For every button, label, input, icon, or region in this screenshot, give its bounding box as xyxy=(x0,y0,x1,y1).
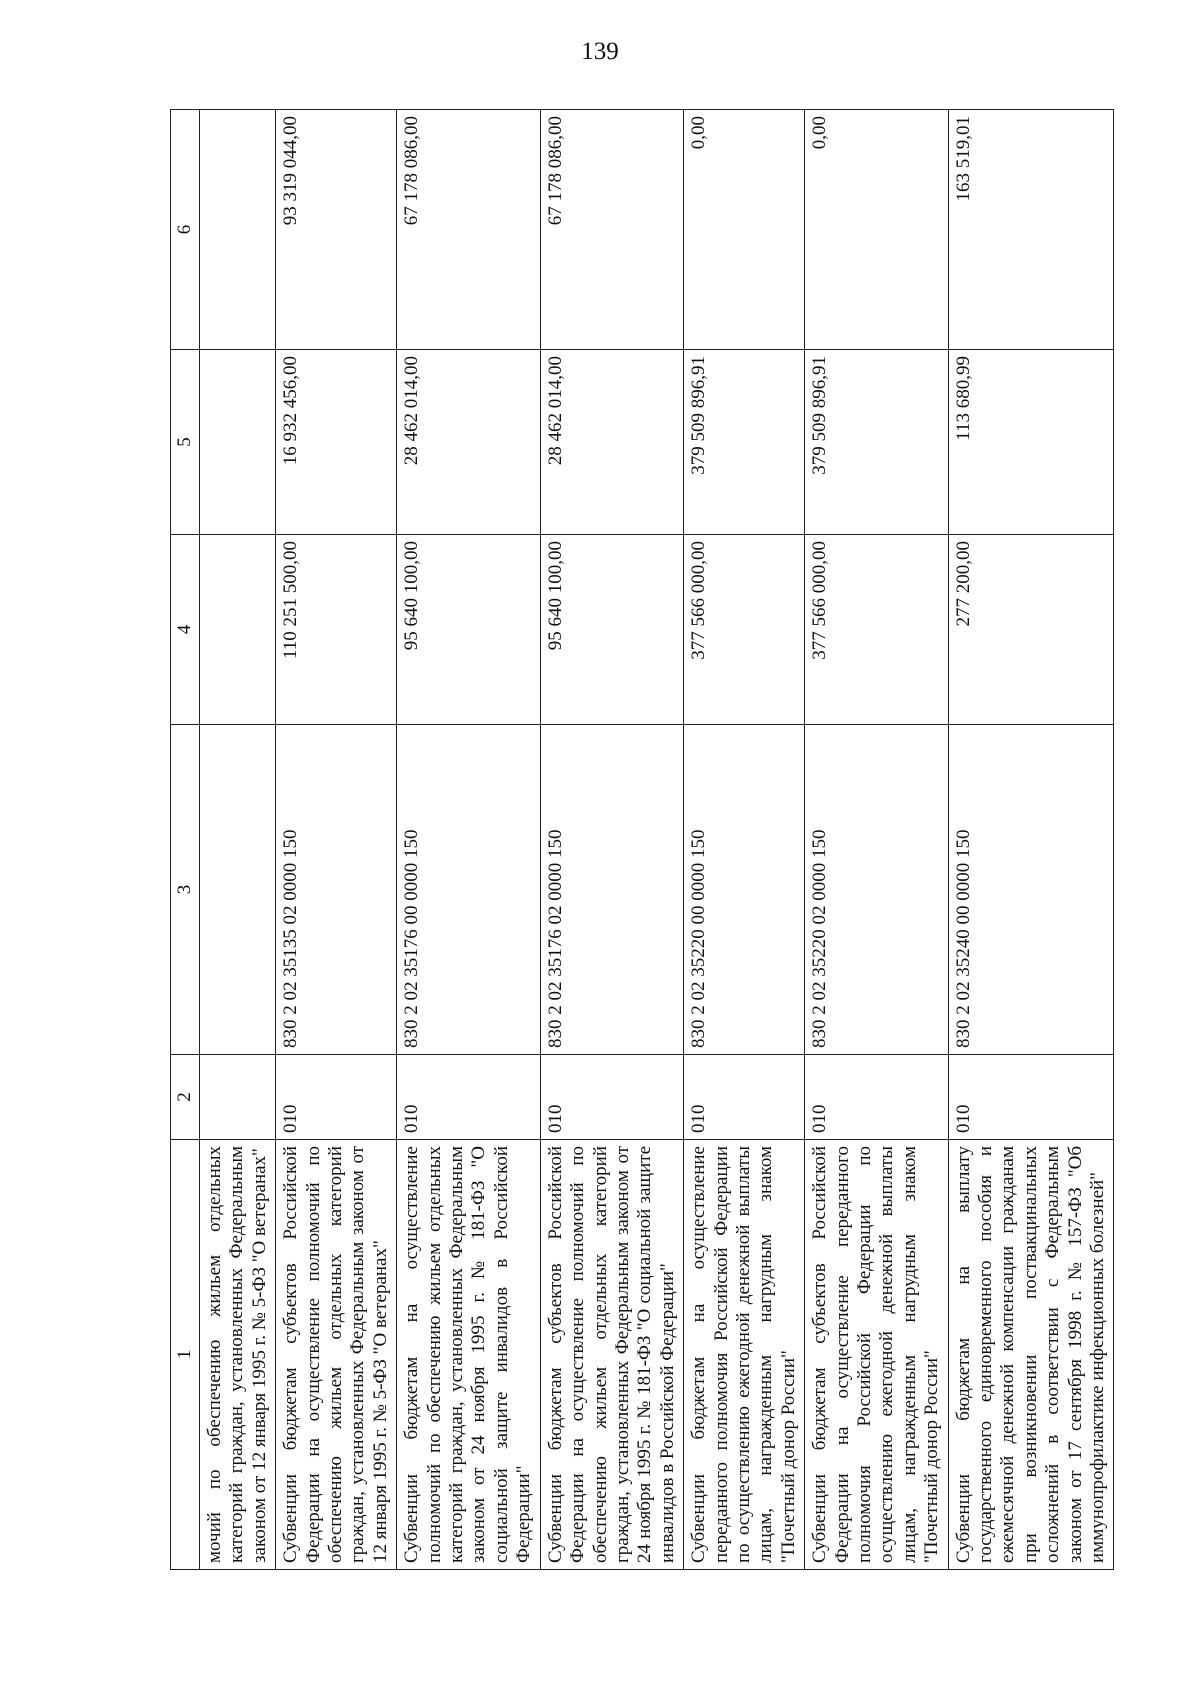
table-row xyxy=(540,110,683,1570)
row-value5-cell: 28 462 014,00 xyxy=(540,350,683,535)
table-row xyxy=(200,110,276,1570)
row-kbk-cell: 830 2 02 35240 00 0000 150 xyxy=(948,725,1114,1055)
row-name-cell: Субвенции бюджетам субъектов Российской Федерации на осуществление переданного полномочия Российской Федерации по осуществлению ежегодной денежной выплаты лицам, награжденным нагрудным знаком "Почетный донор России" xyxy=(805,1140,948,1570)
table-header-row xyxy=(171,110,200,1570)
table-row xyxy=(684,110,805,1570)
row-code-cell: 010 xyxy=(276,1055,397,1140)
row-value6-cell: 0,00 xyxy=(684,110,805,350)
row-name-cell: мочий по обеспечению жильем отдельных категорий граждан, установленных Федеральным законом от 12 января 1995 г. № 5-ФЗ "О ветеранах" xyxy=(200,1140,276,1570)
table-row xyxy=(805,110,948,1570)
row-code-cell: 010 xyxy=(540,1055,683,1140)
row-value4-cell xyxy=(200,535,276,725)
row-name-cell: Субвенции бюджетам на осуществление полномочий по обеспечению жильем отдельных категорий граждан, установленных Федеральным законом от 24 ноября 1995 г. № 181-ФЗ "О социальной защите инвалидов в Российской Федерации" xyxy=(397,1140,540,1570)
page-number: 139 xyxy=(581,38,619,65)
row-name-cell: Субвенции бюджетам на выплату государственного единовременного пособия и ежемесячной денежной компенсации гражданам при возникновении поствакцинальных осложнений в соответствии с Федеральным законом от 17 сентября 1998 г. № 157-ФЗ "Об иммунопрофилактике инфекционных болезней" xyxy=(948,1140,1114,1570)
row-value5-cell: 28 462 014,00 xyxy=(397,350,540,535)
row-value6-cell: 67 178 086,00 xyxy=(397,110,540,350)
row-value6-cell xyxy=(200,110,276,350)
row-value4-cell: 377 566 000,00 xyxy=(805,535,948,725)
row-value5-cell: 16 932 456,00 xyxy=(276,350,397,535)
column-header-4: 4 xyxy=(171,535,200,725)
row-value5-cell: 113 680,99 xyxy=(948,350,1114,535)
row-value6-cell: 93 319 044,00 xyxy=(276,110,397,350)
row-value4-cell: 95 640 100,00 xyxy=(540,535,683,725)
column-header-5: 5 xyxy=(171,350,200,535)
column-header-1: 1 xyxy=(171,1140,200,1570)
row-value6-cell: 67 178 086,00 xyxy=(540,110,683,350)
column-header-2: 2 xyxy=(171,1055,200,1140)
row-kbk-cell: 830 2 02 35135 02 0000 150 xyxy=(276,725,397,1055)
rotated-table-container xyxy=(170,110,1109,1570)
row-value6-cell: 0,00 xyxy=(805,110,948,350)
table-row xyxy=(276,110,397,1570)
row-name-cell: Субвенции бюджетам субъектов Российской Федерации на осуществление полномочий по обеспечению жильем отдельных категорий граждан, установленных Федеральным законом от 24 ноября 1995 г. № 181-ФЗ "О социальной защите инвалидов в Российской Федерации" xyxy=(540,1140,683,1570)
table-row xyxy=(397,110,540,1570)
row-code-cell: 010 xyxy=(948,1055,1114,1140)
row-name-cell: Субвенции бюджетам на осуществление переданного полномочия Российской Федерации по осуществлению ежегодной денежной выплаты лицам, награжденным нагрудным знаком "Почетный донор России" xyxy=(684,1140,805,1570)
row-code-cell: 010 xyxy=(684,1055,805,1140)
row-kbk-cell: 830 2 02 35176 00 0000 150 xyxy=(397,725,540,1055)
row-value5-cell xyxy=(200,350,276,535)
table-row xyxy=(948,110,1114,1570)
row-value4-cell: 377 566 000,00 xyxy=(684,535,805,725)
row-name-cell: Субвенции бюджетам субъектов Российской Федерации на осуществление полномочий по обеспечению жильем отдельных категорий граждан, установленных Федеральным законом от 12 января 1995 г. № 5-ФЗ "О ветеранах" xyxy=(276,1140,397,1570)
row-code-cell xyxy=(200,1055,276,1140)
row-value6-cell: 163 519,01 xyxy=(948,110,1114,350)
row-value5-cell: 379 509 896,91 xyxy=(805,350,948,535)
row-kbk-cell xyxy=(200,725,276,1055)
column-header-3: 3 xyxy=(171,725,200,1055)
column-header-6: 6 xyxy=(171,110,200,350)
row-value4-cell: 95 640 100,00 xyxy=(397,535,540,725)
row-code-cell: 010 xyxy=(805,1055,948,1140)
budget-table xyxy=(170,109,1114,1570)
row-kbk-cell: 830 2 02 35220 02 0000 150 xyxy=(805,725,948,1055)
row-value4-cell: 110 251 500,00 xyxy=(276,535,397,725)
row-kbk-cell: 830 2 02 35176 02 0000 150 xyxy=(540,725,683,1055)
row-code-cell: 010 xyxy=(397,1055,540,1140)
row-kbk-cell: 830 2 02 35220 00 0000 150 xyxy=(684,725,805,1055)
row-value4-cell: 277 200,00 xyxy=(948,535,1114,725)
row-value5-cell: 379 509 896,91 xyxy=(684,350,805,535)
